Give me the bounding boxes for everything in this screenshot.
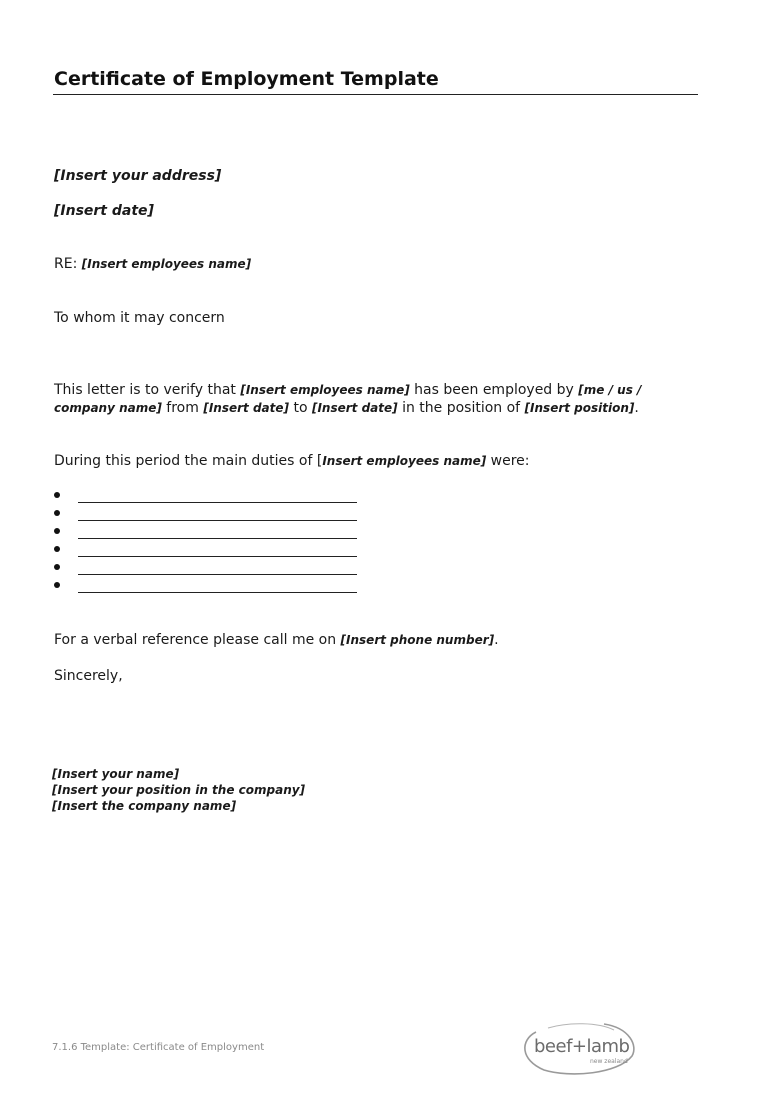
para3-text-2: . — [494, 632, 499, 648]
duty-blank-line — [78, 574, 357, 575]
bullet-dot-icon — [54, 492, 60, 498]
signature-company-placeholder: [Insert the company name] — [52, 799, 237, 813]
logo-subtitle: new zealand — [590, 1058, 628, 1065]
para1-text-6: . — [634, 400, 639, 416]
para1-text-4: to — [289, 400, 312, 416]
verification-paragraph — [54, 381, 704, 417]
duty-blank-line — [78, 502, 357, 503]
logo-wordmark: beef+lamb — [534, 1036, 630, 1057]
title-underline — [53, 94, 698, 95]
para1-employee-placeholder: [Insert employees name] — [240, 383, 410, 397]
address-placeholder: [Insert your address] — [54, 168, 222, 184]
para1-text-2: has been employed by — [409, 382, 579, 398]
bullet-dot-icon — [54, 564, 60, 570]
duties-paragraph — [54, 453, 530, 469]
para2-text-2: were: — [486, 453, 530, 469]
footer-reference: 7.1.6 Template: Certificate of Employment — [52, 1042, 265, 1053]
re-employee-placeholder: [Insert employees name] — [81, 257, 252, 271]
duty-blank-line — [78, 538, 357, 539]
para2-employee-placeholder: Insert employees name] — [322, 454, 487, 468]
bullet-dot-icon — [54, 528, 60, 534]
bullet-dot-icon — [54, 510, 60, 516]
para1-text-5: in the position of — [397, 400, 525, 416]
re-line — [54, 256, 251, 272]
para3-text-1: For a verbal reference please call me on — [54, 632, 341, 648]
re-label: RE: — [54, 256, 78, 272]
closing: Sincerely, — [54, 668, 123, 684]
signature-position-placeholder: [Insert your position in the company] — [52, 783, 306, 797]
para1-employer-placeholder: [me / us / company name] — [54, 383, 642, 415]
bullet-dot-icon — [54, 582, 60, 588]
signature-name-placeholder: [Insert your name] — [52, 767, 180, 781]
para1-text-1: This letter is to verify that — [54, 382, 241, 398]
duty-blank-line — [78, 520, 357, 521]
phone-placeholder: [Insert phone number] — [340, 633, 495, 647]
duty-blank-line — [78, 556, 357, 557]
para1-position-placeholder: [Insert position] — [524, 401, 635, 415]
salutation: To whom it may concern — [54, 310, 225, 326]
duty-blank-line — [78, 592, 357, 593]
para1-text-3: from — [161, 400, 204, 416]
para1-end-date-placeholder: [Insert date] — [311, 401, 398, 415]
para2-text-1: During this period the main duties of [ — [54, 453, 323, 469]
reference-paragraph — [54, 632, 499, 648]
bullet-dot-icon — [54, 546, 60, 552]
date-placeholder: [Insert date] — [54, 203, 154, 219]
document-title: Certificate of Employment Template — [54, 68, 439, 90]
para1-start-date-placeholder: [Insert date] — [203, 401, 289, 415]
